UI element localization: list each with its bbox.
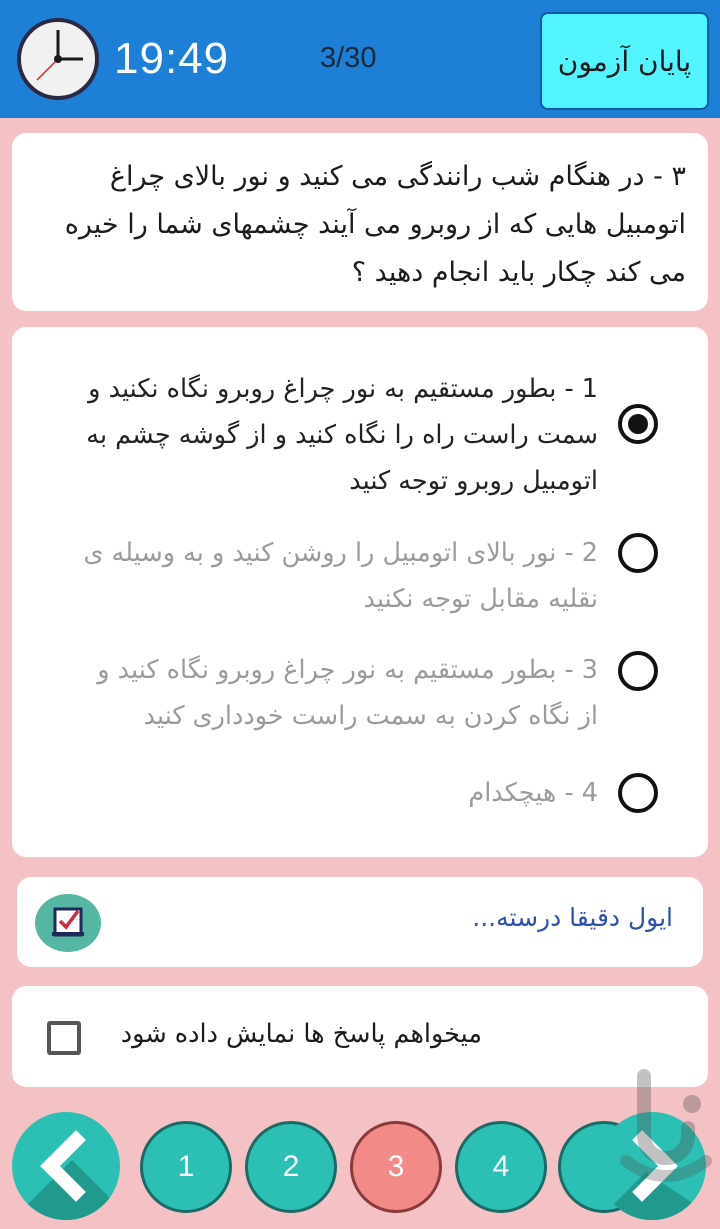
radio-icon[interactable] <box>618 773 658 813</box>
option-text: 2 - نور بالای اتومبیل را روشن کنید و به وسیله ی نقلیه مقابل توجه نکنید <box>83 538 598 614</box>
question-card <box>12 133 708 311</box>
option-text: 3 - بطور مستقیم به نور چراغ روبرو نگاه کنید و از نگاه کردن به سمت راست خودداری کنید <box>97 655 598 731</box>
option-2[interactable] <box>12 530 708 622</box>
show-answers-card[interactable] <box>12 986 708 1087</box>
timer-display: 19:49 <box>114 34 230 83</box>
question-text: ۳ - در هنگام شب رانندگی می کنید و نور بالای چراغ اتومبیل هایی که از روبرو می آیند چشمهای شما را خیره می کند چکار باید انجام دهید ؟ <box>64 161 686 288</box>
option-3[interactable] <box>12 647 708 739</box>
feedback-text: ایول دقیقا درسته... <box>472 903 673 932</box>
show-answers-checkbox[interactable] <box>47 1021 81 1055</box>
option-text: 1 - بطور مستقیم به نور چراغ روبرو نگاه نکنید و سمت راست راه را نگاه کنید و از گوشه چشم به اتومبیل روبرو توجه کنید <box>86 374 598 496</box>
feedback-card <box>17 877 703 967</box>
option-text: 4 - هیچکدام <box>468 778 598 808</box>
end-exam-button[interactable]: پایان آزمون <box>540 12 709 110</box>
question-counter: 3/30 <box>320 42 377 74</box>
radio-selected-icon[interactable] <box>618 404 658 444</box>
option-4[interactable] <box>12 770 708 816</box>
checklist-icon <box>35 894 101 952</box>
store-logo-icon <box>606 1066 716 1226</box>
options-card <box>12 327 708 857</box>
top-bar <box>0 0 720 118</box>
page-button-2[interactable]: 2 <box>245 1121 337 1213</box>
page-button-4[interactable]: 4 <box>455 1121 547 1213</box>
option-1[interactable] <box>12 366 708 494</box>
radio-icon[interactable] <box>618 651 658 691</box>
show-answers-label: میخواهم پاسخ ها نمایش داده شود <box>120 1019 482 1049</box>
page-button-3-current[interactable]: 3 <box>350 1121 442 1213</box>
prev-question-button[interactable] <box>12 1112 120 1220</box>
page-button-1[interactable]: 1 <box>140 1121 232 1213</box>
radio-icon[interactable] <box>618 533 658 573</box>
clock-icon <box>17 18 99 100</box>
